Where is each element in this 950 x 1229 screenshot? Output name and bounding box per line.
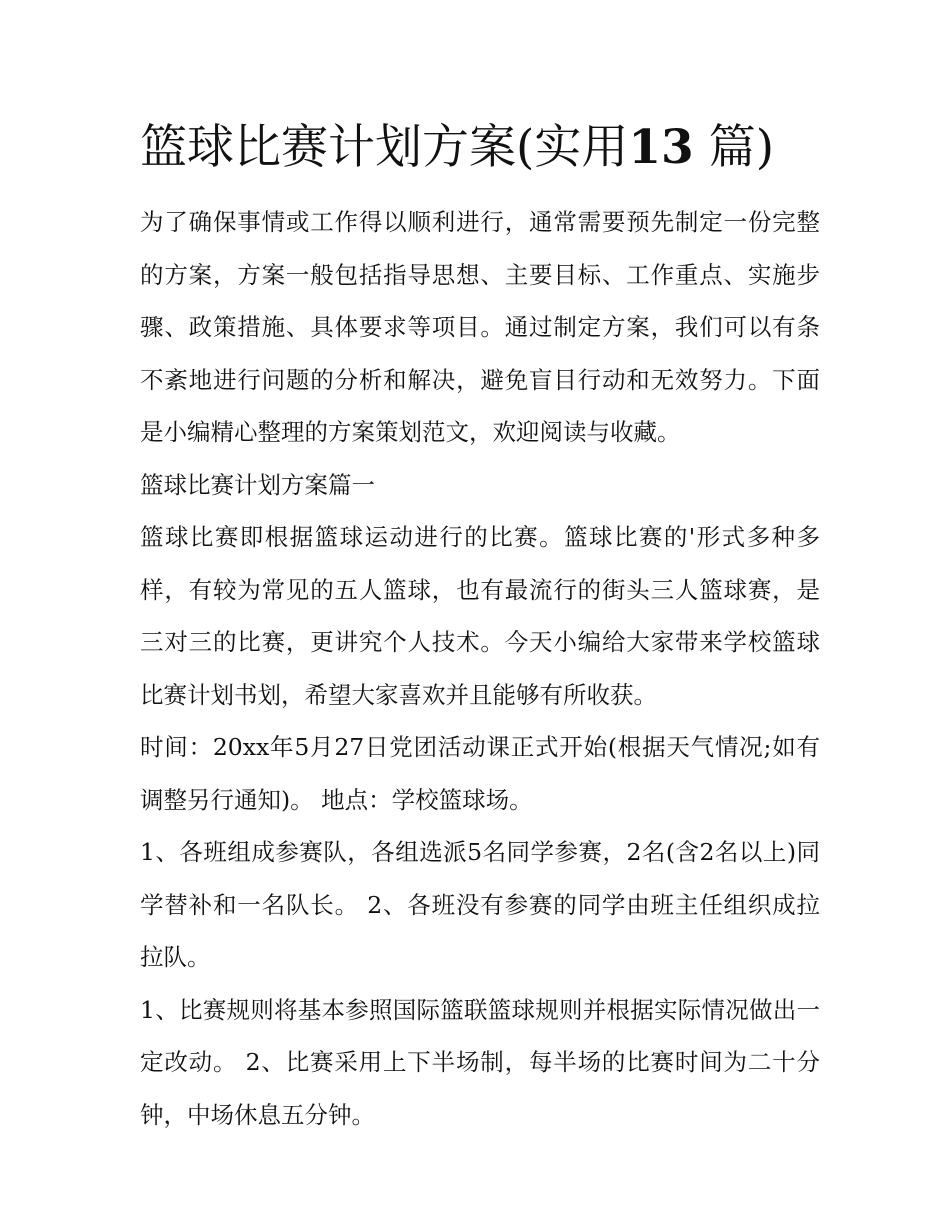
rules-paragraph: 1、比赛规则将基本参照国际篮联篮球规则并根据实际情况做出一定改动。 2、比赛采用上下半场制，每半场的比赛时间为二十分钟，中场休息五分钟。	[140, 995, 820, 1129]
section-heading: 篮球比赛计划方案篇一	[140, 470, 375, 499]
document-title	[140, 118, 860, 178]
team-paragraph: 1、各班组成参赛队，各组选派5名同学参赛，2名(含2名以上)同学替补和一名队长。 2、各班没有参赛的同学由班主任组织成拉拉队。	[140, 838, 820, 971]
title-number: 13	[628, 120, 694, 175]
body-paragraph: 篮球比赛即根据篮球运动进行的比赛。篮球比赛的'形式多种多样，有较为常见的五人篮球，也有最流行的街头三人篮球赛，是三对三的比赛，更讲究个人技术。今天小编给大家带来学校篮球比赛计划书划，希望大家喜欢并且能够有所收获。	[140, 523, 820, 709]
title-prefix: 篮球比赛计划方案(实用	[140, 120, 629, 175]
intro-paragraph: 为了确保事情或工作得以顺利进行，通常需要预先制定一份完整的方案，方案一般包括指导思想、主要目标、工作重点、实施步骤、政策措施、具体要求等项目。通过制定方案，我们可以有条不紊地进行问题的分析和解决，避免盲目行动和无效努力。下面是小编精心整理的方案策划范文，欢迎阅读与收藏。	[140, 208, 820, 446]
time-location-paragraph: 时间：20xx年5月27日党团活动课正式开始(根据天气情况;如有调整另行通知)。 地点：学校篮球场。	[140, 733, 820, 814]
document-body	[140, 196, 820, 1141]
title-suffix: 篇)	[708, 120, 775, 175]
